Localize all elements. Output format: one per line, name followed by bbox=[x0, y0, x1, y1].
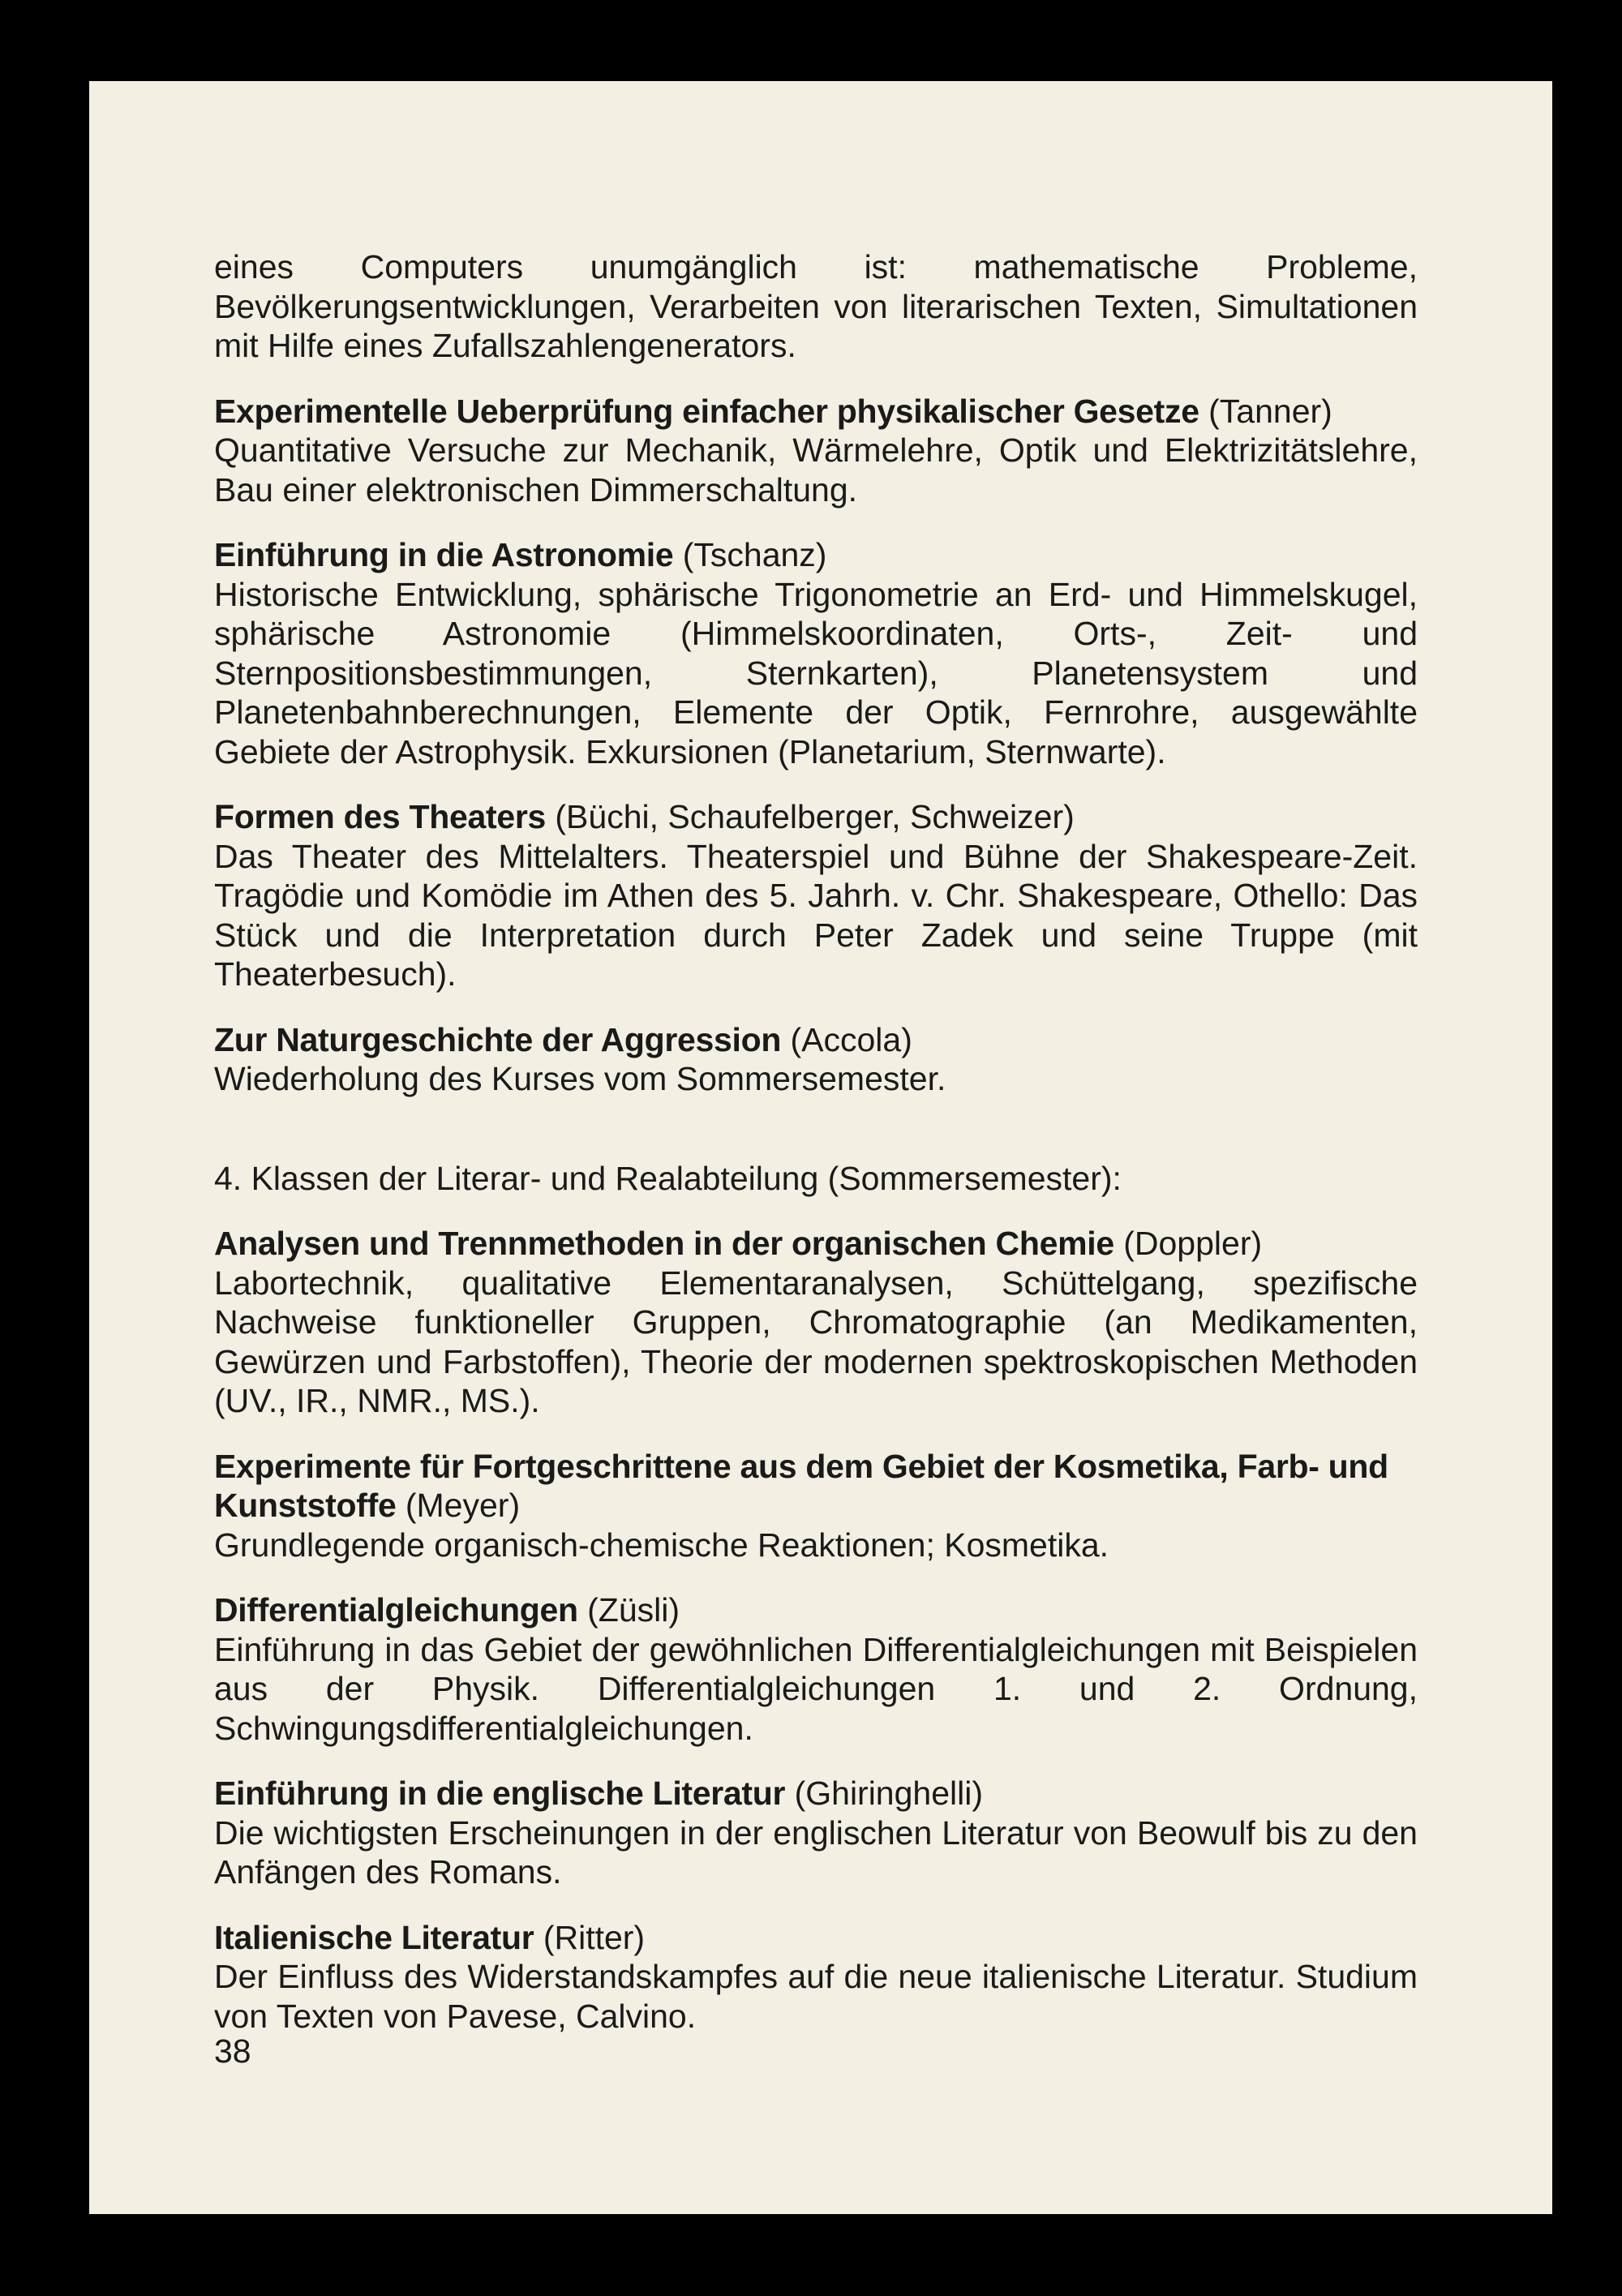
course-entry bbox=[214, 1447, 1418, 1565]
course-heading bbox=[214, 1224, 1418, 1264]
course-instructor: (Meyer) bbox=[405, 1487, 521, 1524]
course-heading bbox=[214, 1447, 1418, 1526]
course-instructor: (Züsli) bbox=[587, 1591, 680, 1629]
course-entry bbox=[214, 1590, 1418, 1748]
course-entry bbox=[214, 535, 1418, 771]
course-instructor: (Ghiringhelli) bbox=[794, 1775, 984, 1812]
course-heading bbox=[214, 392, 1418, 431]
course-title: Formen des Theaters bbox=[214, 798, 546, 835]
course-entry bbox=[214, 1020, 1418, 1099]
course-instructor: (Accola) bbox=[790, 1020, 912, 1058]
course-description: Quantitative Versuche zur Mechanik, Wärmelehre, Optik und Elektrizitätslehre, Bau einer elektronischen Dimmerschaltung. bbox=[214, 431, 1418, 509]
course-instructor: (Doppler) bbox=[1123, 1225, 1263, 1262]
course-instructor: (Tschanz) bbox=[682, 536, 827, 573]
course-entry bbox=[214, 1224, 1418, 1421]
course-entry bbox=[214, 392, 1418, 510]
course-entry bbox=[214, 1774, 1418, 1892]
course-title: Analysen und Trennmethoden in der organischen Chemie bbox=[214, 1225, 1114, 1262]
course-instructor: (Tanner) bbox=[1208, 392, 1332, 430]
course-instructor: (Ritter) bbox=[543, 1918, 646, 1956]
course-description: Wiederholung des Kurses vom Sommersemester. bbox=[214, 1060, 946, 1097]
course-title: Einführung in die englische Literatur bbox=[214, 1775, 786, 1812]
course-entry bbox=[214, 797, 1418, 994]
course-description: Historische Entwicklung, sphärische Trigonometrie an Erd- und Himmelskugel, sphärische Astronomie (Himmelskoordinaten, Orts-, Zeit- und Sternpositionsbestimmungen, Sternkarten), Planetensystem und Planetenbahnberechnungen, Elemente der Optik, Fernrohre, ausgewählte Gebiete der Astrophysik. Exkursionen (Planetarium, Sternwarte). bbox=[214, 575, 1418, 770]
course-title: Differentialgleichungen bbox=[214, 1591, 578, 1629]
course-description: Labortechnik, qualitative Elementaranalysen, Schüttelgang, spezifische Nachweise funktioneller Gruppen, Chromatographie (an Medikamenten, Gewürzen und Farbstoffen), Theorie der modernen spektroskopischen Methoden (UV., IR., NMR., MS.). bbox=[214, 1264, 1418, 1419]
document-page bbox=[89, 81, 1552, 2214]
course-title: Italienische Literatur bbox=[214, 1918, 534, 1956]
course-heading bbox=[214, 1590, 1418, 1630]
course-title: Experimentelle Ueberprüfung einfacher physikalischer Gesetze bbox=[214, 392, 1199, 430]
course-description: Einführung in das Gebiet der gewöhnlichen Differentialgleichungen mit Beispielen aus der Physik. Differentialgleichungen 1. und 2. Ordnung, Schwingungsdifferentialgleichungen. bbox=[214, 1630, 1418, 1747]
course-entry bbox=[214, 1918, 1418, 2036]
section-heading: 4. Klassen der Literar- und Realabteilung (Sommersemester): bbox=[214, 1159, 1122, 1197]
intro-paragraph: eines Computers unumgänglich ist: mathematische Probleme, Bevölkerungsentwicklungen, Verarbeiten von literarischen Texten, Simultationen mit Hilfe eines Zufallszahlengenerators. bbox=[214, 248, 1418, 364]
course-description: Die wichtigsten Erscheinungen in der englischen Literatur von Beowulf bis zu den Anfängen des Romans. bbox=[214, 1813, 1418, 1890]
course-description: Der Einfluss des Widerstandskampfes auf die neue italienische Literatur. Studium von Texten von Pavese, Calvino. bbox=[214, 1958, 1418, 2035]
course-title: Zur Naturgeschichte der Aggression bbox=[214, 1020, 782, 1058]
course-title: Experimente für Fortgeschrittene aus dem Gebiet der Kosmetika, Farb- und Kunststoffe bbox=[214, 1447, 1388, 1524]
course-instructor: (Büchi, Schaufelberger, Schweizer) bbox=[555, 798, 1075, 835]
course-heading bbox=[214, 1918, 1418, 1958]
course-heading bbox=[214, 535, 1418, 575]
course-title: Einführung in die Astronomie bbox=[214, 536, 674, 573]
course-heading bbox=[214, 797, 1418, 837]
course-heading bbox=[214, 1774, 1418, 1813]
course-heading bbox=[214, 1020, 1418, 1060]
page-number: 38 bbox=[214, 2032, 251, 2070]
page-content bbox=[214, 247, 1418, 2036]
course-description: Grundlegende organisch-chemische Reaktionen; Kosmetika. bbox=[214, 1526, 1109, 1564]
course-description: Das Theater des Mittelalters. Theaterspiel und Bühne der Shakespeare-Zeit. Tragödie und Komödie im Athen des 5. Jahrh. v. Chr. Shakespeare, Othello: Das Stück und die Interpretation durch Peter Zadek und seine Truppe (mit Theaterbesuch). bbox=[214, 837, 1418, 993]
